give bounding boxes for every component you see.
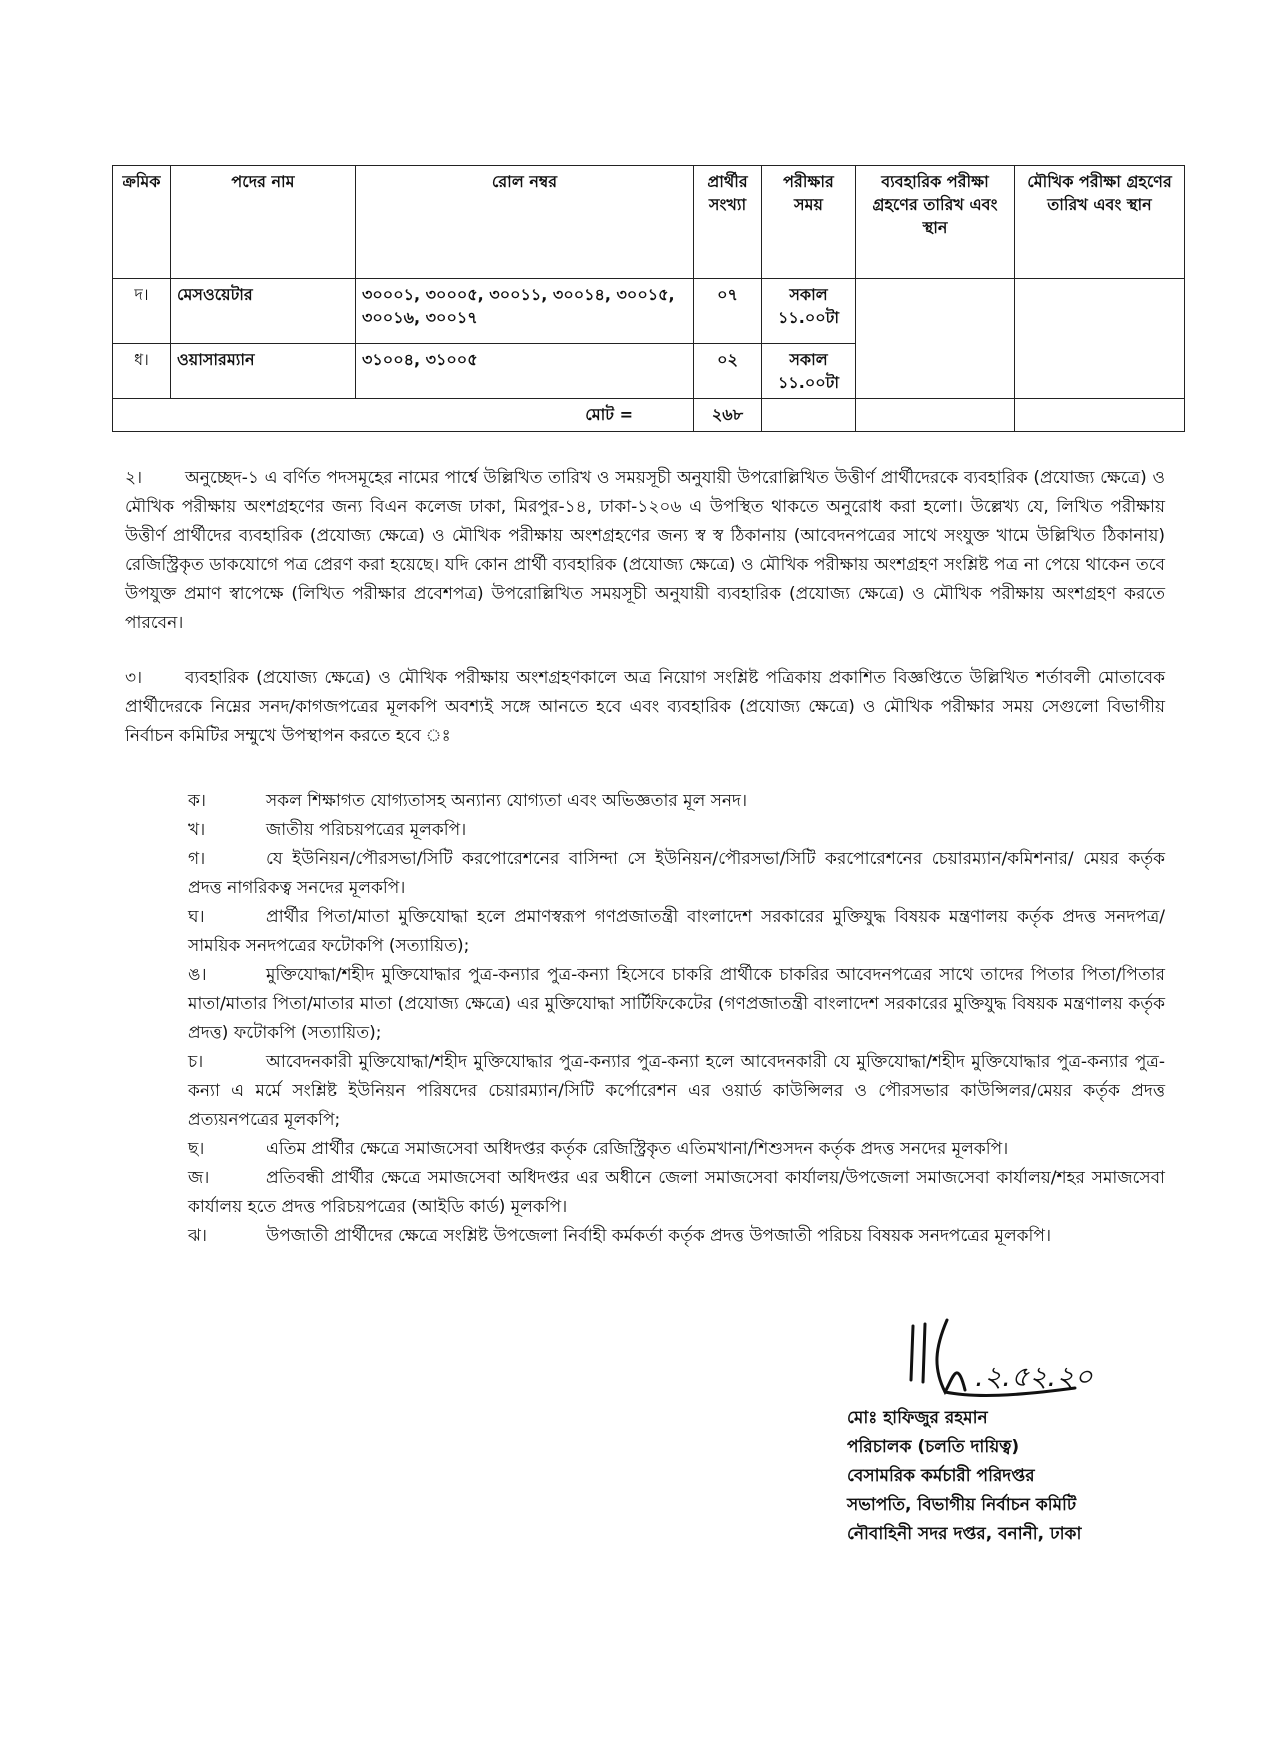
signatory-committee: সভাপতি, বিভাগীয় নির্বাচন কমিটি <box>847 1495 1077 1515</box>
list-item-text: জাতীয় পরিচয়পত্রের মূলকপি। <box>266 820 467 840</box>
list-item-text: প্রতিবন্ধী প্রার্থীর ক্ষেত্রে সমাজসেবা অধিদপ্তর এর অধীনে জেলা সমাজসেবা কার্যালয়/উপজেলা সমাজসেবা কার্যালয়/শহর সমাজসেবা কার্যালয় হতে প্রদত্ত পরিচয়পত্রের (আইডি কার্ড) মূলকপি। <box>188 1168 1165 1217</box>
cell-time: সকাল ১১.০০টা <box>762 344 856 399</box>
cell-post: মেসওয়েটার <box>171 279 356 344</box>
list-item-text: এতিম প্রার্থীর ক্ষেত্রে সমাজসেবা অধিদপ্তর কর্তৃক রেজিস্ট্রিকৃত এতিমখানা/শিশুসদন কর্তৃক প্রদত্ত সনদের মূলকপি। <box>266 1139 1009 1159</box>
list-item <box>188 1048 1165 1135</box>
header-time: পরীক্ষার সময় <box>762 166 856 279</box>
total-empty-viva <box>1015 399 1185 431</box>
cell-viva-empty <box>1015 279 1185 399</box>
list-item <box>188 1164 1165 1222</box>
header-post: পদের নাম <box>171 166 356 279</box>
cell-count: ০৭ <box>694 279 762 344</box>
list-item-text: প্রার্থীর পিতা/মাতা মুক্তিযোদ্ধা হলে প্রমাণস্বরূপ গণপ্রজাতন্ত্রী বাংলাদেশ সরকারের মুক্তিযুদ্ধ বিষয়ক মন্ত্রণালয় কর্তৃক প্রদত্ত সনদপত্র/সাময়িক সনদপত্রের ফটোকপি (সত্যায়িত); <box>188 907 1165 956</box>
cell-time: সকাল ১১.০০টা <box>762 279 856 344</box>
list-item-text: মুক্তিযোদ্ধা/শহীদ মুক্তিযোদ্ধার পুত্র-কন্যার পুত্র-কন্যা হিসেবে চাকরি প্রার্থীকে চাকরির আবেদনপত্রের সাথে তাদের পিতার পিতা/পিতার মাতা/মাতার পিতা/মাতার মাতা (প্রযোজ্য ক্ষেত্রে) এর মুক্তিযোদ্ধা সার্টিফিকেটের (গণপ্রজাতন্ত্রী বাংলাদেশ সরকারের মুক্তিযুদ্ধ বিষয়ক মন্ত্রণালয় কর্তৃক প্রদত্ত) ফটোকপি (সত্যায়িত); <box>188 965 1165 1043</box>
table-total-row <box>113 399 1185 431</box>
list-item-label: চ। <box>188 1052 204 1072</box>
header-roll: রোল নম্বর <box>356 166 694 279</box>
cell-practical-empty <box>856 279 1015 399</box>
cell-count: ০২ <box>694 344 762 399</box>
header-serial: ক্রমিক <box>113 166 171 279</box>
total-empty-time <box>762 399 856 431</box>
list-item-text: সকল শিক্ষাগত যোগ্যতাসহ অন্যান্য যোগ্যতা এবং অভিজ্ঞতার মূল সনদ। <box>266 791 748 811</box>
paragraph-number: ২। <box>125 468 143 488</box>
signatory-name: মোঃ হাফিজুর রহমান <box>847 1408 988 1428</box>
table-row <box>113 279 1185 344</box>
list-item-text: আবেদনকারী মুক্তিযোদ্ধা/শহীদ মুক্তিযোদ্ধার পুত্র-কন্যার পুত্র-কন্যা হলে আবেদনকারী যে মুক্তিযোদ্ধা/শহীদ মুক্তিযোদ্ধার পুত্র-কন্যার পুত্র-কন্যা এ মর্মে সংশ্লিষ্ট ইউনিয়ন পরিষদের চেয়ারম্যান/সিটি কর্পোরেশন এর ওয়ার্ড কাউন্সিলর ও পৌরসভার কাউন্সিলর/মেয়র কর্তৃক প্রদত্ত প্রত্যয়নপত্রের মূলকপি; <box>188 1052 1165 1130</box>
paragraph-2 <box>125 464 1165 638</box>
list-item <box>188 1222 1165 1251</box>
cell-rolls: ৩১০০৪, ৩১০০৫ <box>356 344 694 399</box>
list-item-text: উপজাতী প্রার্থীদের ক্ষেত্রে সংশ্লিষ্ট উপজেলা নির্বাহী কর্মকর্তা কর্তৃক প্রদত্ত উপজাতী পরিচয় বিষয়ক সনদপত্রের মূলকপি। <box>266 1226 1052 1246</box>
required-documents-list <box>188 787 1165 1251</box>
signature-date: .২.৫২.২০ <box>975 1360 1093 1393</box>
signature-block <box>847 1404 1177 1549</box>
list-item <box>188 961 1165 1048</box>
signatory-address: নৌবাহিনী সদর দপ্তর, বনানী, ঢাকা <box>847 1524 1082 1544</box>
cell-serial: দ। <box>113 279 171 344</box>
list-item <box>188 816 1165 845</box>
list-item-label: ঙ। <box>188 965 207 985</box>
header-viva: মৌখিক পরীক্ষা গ্রহণের তারিখ এবং স্থান <box>1015 166 1185 279</box>
paragraph-text: অনুচ্ছেদ-১ এ বর্ণিত পদসমূহের নামের পার্শ্বে উল্লিখিত তারিখ ও সময়সূচী অনুযায়ী উপরোল্লিখিত উত্তীর্ণ প্রার্থীদেরকে ব্যবহারিক (প্রযোজ্য ক্ষেত্রে) ও মৌখিক পরীক্ষায় অংশগ্রহণের জন্য বিএন কলেজ ঢাকা, মিরপুর-১৪, ঢাকা-১২০৬ এ উপস্থিত থাকতে অনুরোধ করা হলো। উল্লেখ্য যে, লিখিত পরীক্ষায় উত্তীর্ণ প্রার্থীদের ব্যবহারিক (প্রযোজ্য ক্ষেত্রে) ও মৌখিক পরীক্ষায় অংশগ্রহণের জন্য স্ব স্ব ঠিকানায় (আবেদনপত্রের সাথে সংযুক্ত খামে উল্লিখিত ঠিকানায়) রেজিস্ট্রিকৃত ডাকযোগে পত্র প্রেরণ করা হয়েছে। যদি কোন প্রার্থী ব্যবহারিক (প্রযোজ্য ক্ষেত্রে) ও মৌখিক পরীক্ষায় অংশগ্রহণ সংশ্লিষ্ট পত্র না পেয়ে থাকেন তবে উপযুক্ত প্রমাণ স্বাপেক্ষে (লিখিত পরীক্ষার প্রবেশপত্র) উপরোল্লিখিত সময়সূচী অনুযায়ী ব্যবহারিক (প্রযোজ্য ক্ষেত্রে) ও মৌখিক পরীক্ষায় অংশগ্রহণ করতে পারবেন। <box>125 468 1165 633</box>
header-count: প্রার্থীর সংখ্যা <box>694 166 762 279</box>
list-item-label: ক। <box>188 791 206 811</box>
cell-serial: ধ। <box>113 344 171 399</box>
paragraph-3 <box>125 664 1165 751</box>
cell-rolls: ৩০০০১, ৩০০০৫, ৩০০১১, ৩০০১৪, ৩০০১৫, ৩০০১৬, ৩০০১৭ <box>356 279 694 344</box>
handwritten-signature <box>905 1318 1105 1413</box>
list-item-label: জ। <box>188 1168 210 1188</box>
list-item-label: খ। <box>188 820 206 840</box>
list-item <box>188 1135 1165 1164</box>
list-item <box>188 903 1165 961</box>
total-value: ২৬৮ <box>694 399 762 431</box>
list-item-label: ছ। <box>188 1139 205 1159</box>
header-practical: ব্যবহারিক পরীক্ষা গ্রহণের তারিখ এবং স্থান <box>856 166 1015 279</box>
signatory-office: বেসামরিক কর্মচারী পরিদপ্তর <box>847 1466 1035 1486</box>
list-item-text: যে ইউনিয়ন/পৌরসভা/সিটি করপোরেশনের বাসিন্দা সে ইউনিয়ন/পৌরসভা/সিটি করপোরেশনের চেয়ারম্যান/কমিশনার/ মেয়র কর্তৃক প্রদত্ত নাগরিকত্ব সনদের মূলকপি। <box>188 849 1165 898</box>
total-empty-practical <box>856 399 1015 431</box>
list-item-label: ঘ। <box>188 907 205 927</box>
total-label: মোট = <box>113 399 694 431</box>
cell-post: ওয়াসারম্যান <box>171 344 356 399</box>
paragraph-text: ব্যবহারিক (প্রযোজ্য ক্ষেত্রে) ও মৌখিক পরীক্ষায় অংশগ্রহণকালে অত্র নিয়োগ সংশ্লিষ্ট পত্রিকায় প্রকাশিত বিজ্ঞপ্তিতে উল্লিখিত শর্তাবলী মোতাবেক প্রার্থীদেরকে নিম্নের সনদ/কাগজপত্রের মূলকপি অবশ্যই সঙ্গে আনতে হবে এবং ব্যবহারিক (প্রযোজ্য ক্ষেত্রে) ও মৌখিক পরীক্ষার সময় সেগুলো বিভাগীয় নির্বাচন কমিটির সম্মুখে উপস্থাপন করতে হবে ঃ <box>125 668 1165 746</box>
signatory-designation: পরিচালক (চলতি দায়িত্ব) <box>847 1437 1020 1457</box>
list-item-label: গ। <box>188 849 206 869</box>
table-header-row <box>113 166 1185 279</box>
list-item <box>188 787 1165 816</box>
paragraph-number: ৩। <box>125 668 143 688</box>
list-item <box>188 845 1165 903</box>
list-item-label: ঝ। <box>188 1226 207 1246</box>
result-table <box>112 165 1185 432</box>
